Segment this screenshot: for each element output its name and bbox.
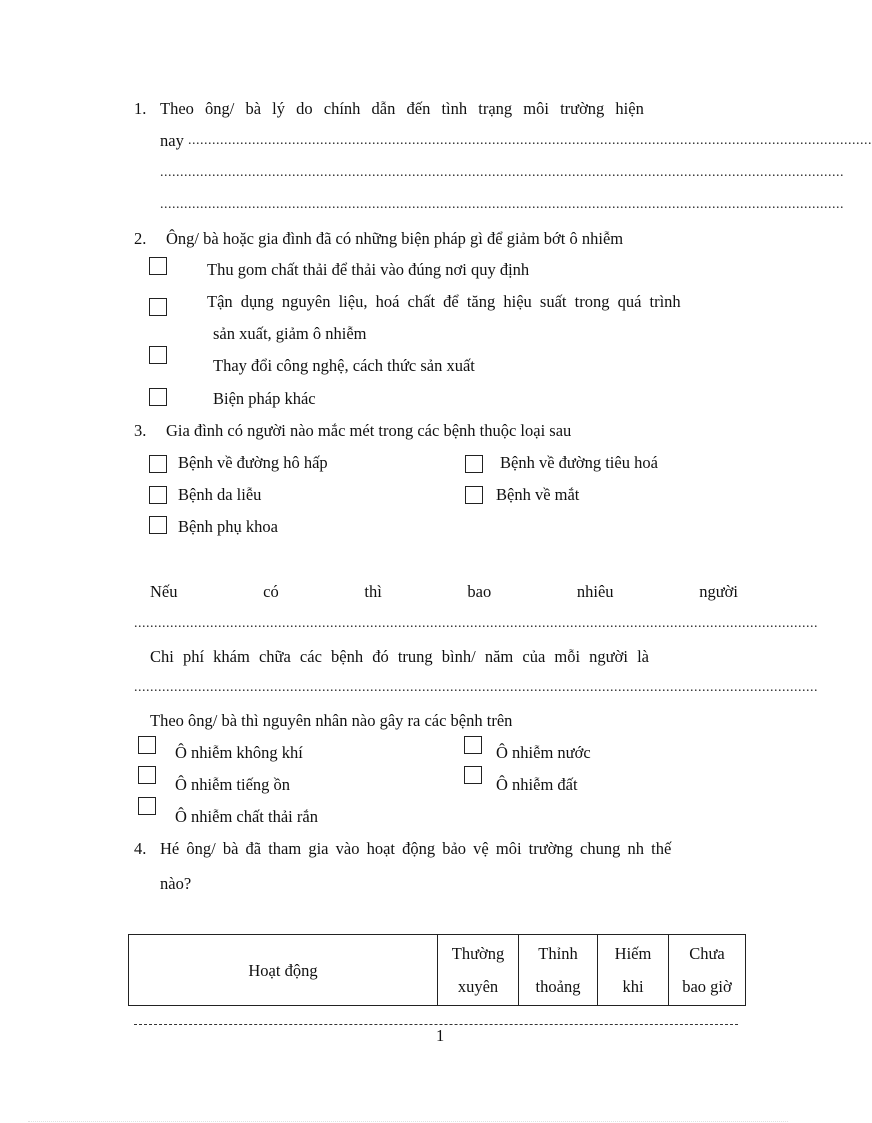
cause-soil-checkbox[interactable] (464, 766, 482, 784)
q3-number: 3. (134, 421, 147, 440)
disease-skin-label: Bệnh da liễu (178, 485, 262, 504)
q3-if-yes-word-5: nhiêu (576, 582, 614, 601)
cause-solid-waste-label: Ô nhiễm chất thải rắn (175, 807, 318, 826)
q1-number: 1. (134, 99, 147, 118)
q2-option-1-checkbox[interactable] (149, 257, 167, 275)
frequency-rarely-line-2: khi (622, 977, 644, 996)
disease-digestive-checkbox[interactable] (465, 455, 483, 473)
q4-question: Hé ông/ bà đã tham gia vào hoạt động bảo vệ môi trường chung nh thế (160, 839, 672, 858)
q2-option-2-checkbox[interactable] (149, 298, 167, 316)
page-bottom-edge (28, 1121, 788, 1122)
footer-divider (134, 1024, 738, 1025)
frequency-never-line-1: Chưa (689, 944, 725, 963)
cause-noise-label: Ô nhiễm tiếng ồn (175, 775, 291, 794)
disease-respiratory-checkbox[interactable] (149, 455, 167, 473)
cause-soil-label: Ô nhiễm đất (496, 775, 578, 794)
q1-answer-line-2[interactable]: ........................................................................................................................................................................... (160, 165, 844, 180)
q2-option-1-label: Thu gom chất thải để thải vào đúng nơi quy định (207, 260, 530, 279)
q1-answer-line-1[interactable]: ........................................................................................................................................................................... (188, 133, 872, 148)
frequency-often-line-2: xuyên (457, 977, 499, 996)
q2-option-3-checkbox[interactable] (149, 346, 167, 364)
cause-water-checkbox[interactable] (464, 736, 482, 754)
q2-option-2-label: Tận dụng nguyên liệu, hoá chất để tăng hiệu suất trong quá trình (207, 292, 681, 311)
q3-cause-question: Theo ông/ bà thì nguyên nhân nào gây ra các bệnh trên (150, 711, 513, 730)
q2-option-4-label: Biện pháp khác (213, 389, 316, 408)
q3-if-yes-word-2: có (263, 582, 279, 601)
q3-if-yes-word-6: người (699, 582, 738, 601)
activity-table (128, 934, 746, 1006)
activity-column-header: Hoạt động (129, 935, 438, 1006)
q2-option-4-checkbox[interactable] (149, 388, 167, 406)
q1-answer-line-3[interactable]: ........................................................................................................................................................................... (160, 197, 844, 212)
q3-if-yes-word-1: Nếu (150, 582, 178, 601)
q2-question: Ông/ bà hoặc gia đình đã có những biện pháp gì để giảm bớt ô nhiễm (166, 229, 624, 248)
q3-question: Gia đình có người nào mắc mét trong các bệnh thuộc loại sau (166, 421, 572, 440)
q2-option-2-label-cont: sản xuất, giảm ô nhiễm (213, 324, 367, 343)
cause-solid-waste-checkbox[interactable] (138, 797, 156, 815)
disease-eye-label: Bệnh về mắt (496, 485, 580, 504)
page-number: 1 (436, 1026, 445, 1045)
disease-gynecology-label: Bệnh phụ khoa (178, 517, 278, 536)
frequency-often-header (438, 935, 519, 1006)
frequency-never-line-2: bao giờ (682, 977, 732, 996)
q3-if-yes-line (150, 582, 738, 602)
q3-if-yes-word-4: bao (467, 582, 492, 601)
table-header-row (129, 935, 746, 1006)
cause-air-checkbox[interactable] (138, 736, 156, 754)
frequency-never-header (669, 935, 746, 1006)
q3-cost-question: Chi phí khám chữa các bệnh đó trung bình/ năm của mỗi người là (150, 647, 649, 666)
frequency-often-line-1: Thường (451, 944, 505, 963)
frequency-sometimes-header (519, 935, 598, 1006)
cause-air-label: Ô nhiễm không khí (175, 743, 303, 762)
disease-respiratory-label: Bệnh về đường hô hấp (178, 453, 328, 472)
q1-question: Theo ông/ bà lý do chính dẫn đến tình trạng môi trường hiện (160, 99, 644, 118)
q2-option-3-label: Thay đổi công nghệ, cách thức sản xuất (213, 356, 475, 375)
q4-question-cont: nào? (160, 874, 192, 893)
frequency-sometimes-line-2: thoảng (535, 977, 581, 996)
frequency-rarely-header (598, 935, 669, 1006)
cause-water-label: Ô nhiễm nước (496, 743, 591, 762)
q2-number: 2. (134, 229, 147, 248)
disease-eye-checkbox[interactable] (465, 486, 483, 504)
q1-text (160, 99, 738, 119)
q4-number: 4. (134, 839, 147, 858)
disease-digestive-label: Bệnh về đường tiêu hoá (500, 453, 658, 472)
frequency-sometimes-line-1: Thỉnh (538, 944, 578, 963)
disease-skin-checkbox[interactable] (149, 486, 167, 504)
q1-cont-label: nay (160, 131, 184, 150)
q3-if-yes-word-3: thì (364, 582, 382, 601)
q3-count-answer-line[interactable]: ........................................................................................................................................................................... (134, 616, 818, 631)
cause-noise-checkbox[interactable] (138, 766, 156, 784)
q3-cost-answer-line[interactable]: ........................................................................................................................................................................... (134, 680, 818, 695)
disease-gynecology-checkbox[interactable] (149, 516, 167, 534)
frequency-rarely-line-1: Hiếm (614, 944, 652, 963)
